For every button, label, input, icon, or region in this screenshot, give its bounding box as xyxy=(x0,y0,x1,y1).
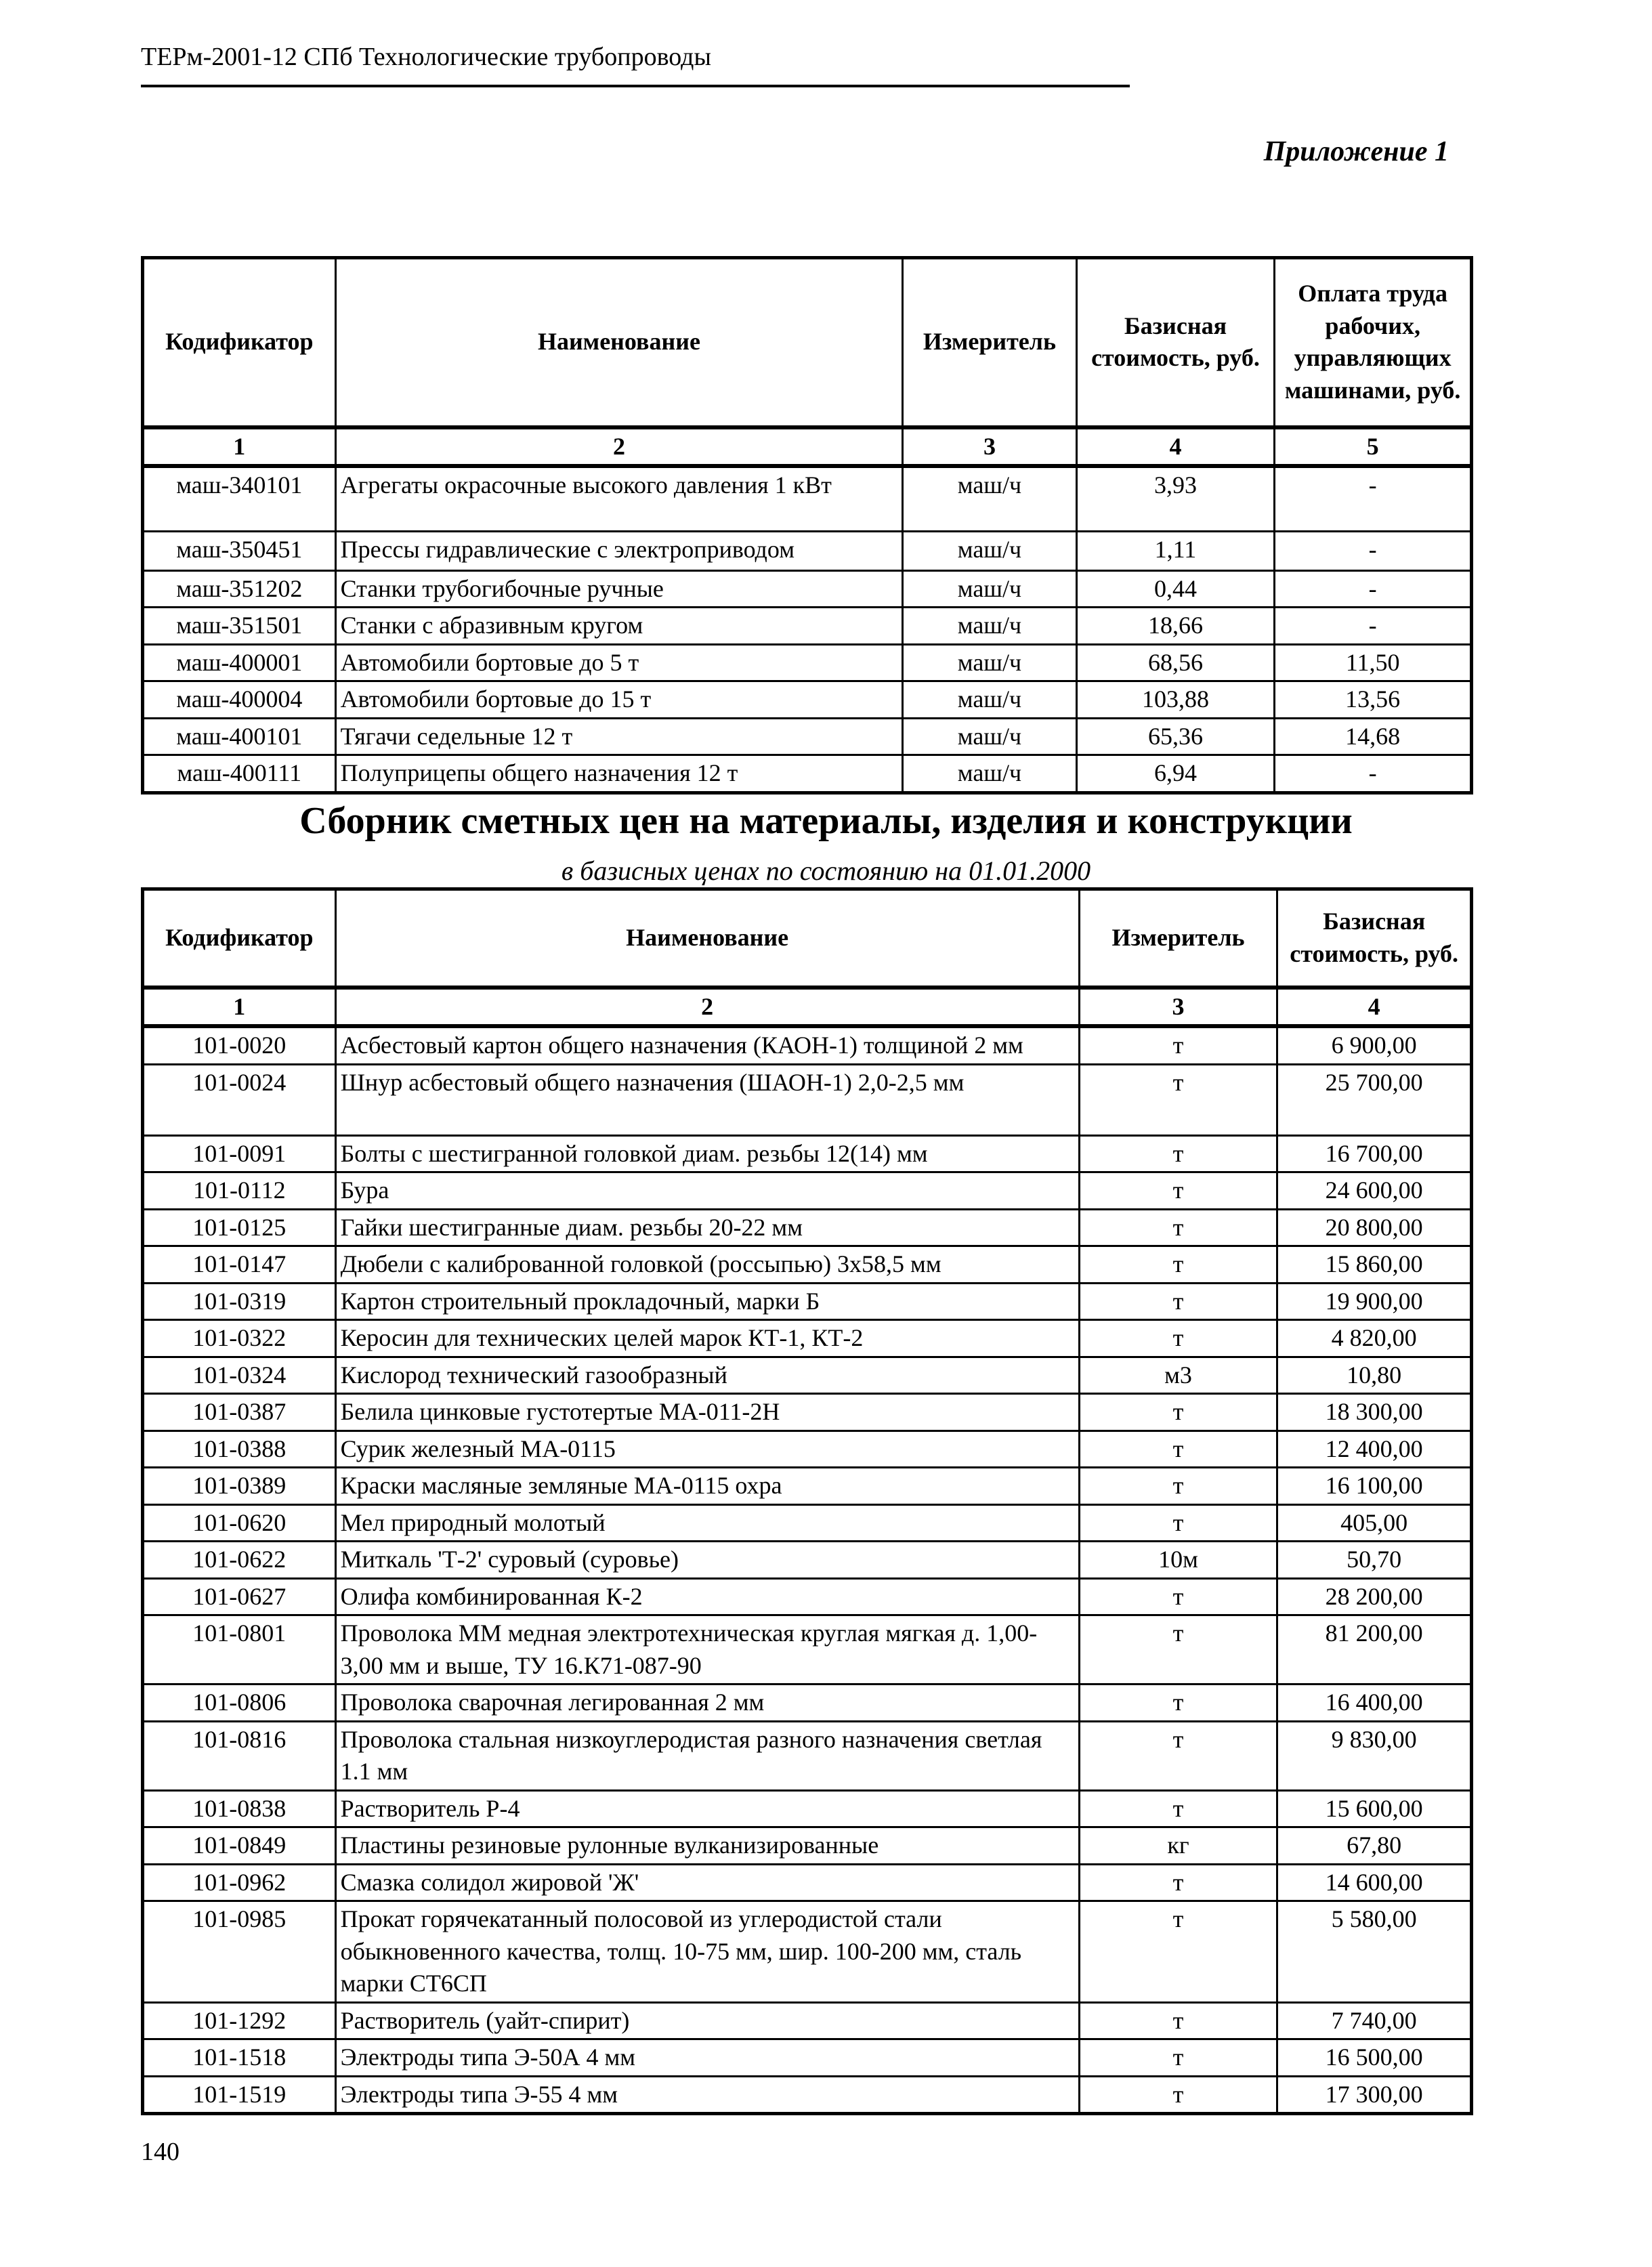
cell-unit: т xyxy=(1079,1209,1277,1246)
header-cost: Базисная стоимость, руб. xyxy=(1277,889,1472,988)
cell-name: Бура xyxy=(335,1172,1079,1210)
cell-code: 101-0091 xyxy=(143,1135,336,1172)
cell-cost: 16 700,00 xyxy=(1277,1135,1472,1172)
cell-code: 101-0125 xyxy=(143,1209,336,1246)
cell-code: 101-0838 xyxy=(143,1790,336,1827)
cell-code: маш-400111 xyxy=(143,755,336,793)
cell-name: Олифа комбинированная К-2 xyxy=(335,1578,1079,1615)
section-subtitle: в базисных ценах по состоянию на 01.01.2000 xyxy=(561,855,1091,886)
materials-table xyxy=(141,887,1473,2115)
cell-name: Автомобили бортовые до 15 т xyxy=(335,681,903,719)
table-row xyxy=(143,1172,1472,1210)
cell-code: 101-0985 xyxy=(143,1901,336,2003)
cell-name: Болты с шестигранной головкой диам. резьбы 12(14) мм xyxy=(335,1135,1079,1172)
table-row xyxy=(143,466,1472,531)
table-row xyxy=(143,1431,1472,1468)
cell-code: 101-0389 xyxy=(143,1468,336,1505)
cell-name: Пластины резиновые рулонные вулканизированные xyxy=(335,1827,1079,1865)
cell-cost: 103,88 xyxy=(1076,681,1275,719)
table-row xyxy=(143,1901,1472,2003)
header-cost: Базисная стоимость, руб. xyxy=(1076,258,1275,427)
cell-cost: 68,56 xyxy=(1076,644,1275,681)
cell-code: 101-1518 xyxy=(143,2039,336,2077)
cell-name: Проволока ММ медная электротехническая круглая мягкая д. 1,00-3,00 мм и выше, ТУ 16.К71-087-90 xyxy=(335,1615,1079,1685)
table-row xyxy=(143,644,1472,681)
table-row xyxy=(143,2076,1472,2114)
cell-code: 101-0801 xyxy=(143,1615,336,1685)
cell-name: Электроды типа Э-50А 4 мм xyxy=(335,2039,1079,2077)
cell-name: Картон строительный прокладочный, марки Б xyxy=(335,1283,1079,1320)
header-code: Кодификатор xyxy=(143,258,336,427)
cell-name: Белила цинковые густотертые МА-011-2Н xyxy=(335,1394,1079,1431)
running-header: ТЕРм-2001-12 СПб Технологические трубопроводы xyxy=(141,43,712,71)
table-row xyxy=(143,2039,1472,2077)
cell-code: 101-0319 xyxy=(143,1283,336,1320)
cell-cost: 1,11 xyxy=(1076,531,1275,570)
cell-cost: 67,80 xyxy=(1277,1827,1472,1865)
cell-labor: - xyxy=(1275,466,1472,531)
cell-unit: т xyxy=(1079,1283,1277,1320)
cell-unit: т xyxy=(1079,1468,1277,1505)
column-number: 1 xyxy=(143,427,336,467)
cell-labor: - xyxy=(1275,755,1472,793)
section-title: Сборник сметных цен на материалы, изделия и конструкции xyxy=(299,800,1353,842)
cell-code: маш-400001 xyxy=(143,644,336,681)
cell-code: маш-400004 xyxy=(143,681,336,719)
cell-cost: 405,00 xyxy=(1277,1504,1472,1542)
cell-unit: т xyxy=(1079,1504,1277,1542)
cell-cost: 7 740,00 xyxy=(1277,2002,1472,2039)
header-name: Наименование xyxy=(335,889,1079,988)
table-row xyxy=(143,1542,1472,1579)
cell-cost: 50,70 xyxy=(1277,1542,1472,1579)
column-number: 5 xyxy=(1275,427,1472,467)
cell-cost: 6,94 xyxy=(1076,755,1275,793)
cell-cost: 65,36 xyxy=(1076,718,1275,755)
cell-code: 101-0806 xyxy=(143,1685,336,1722)
cell-unit: м3 xyxy=(1079,1357,1277,1394)
cell-unit: т xyxy=(1079,1064,1277,1135)
cell-code: маш-350451 xyxy=(143,531,336,570)
cell-name: Прессы гидравлические с электроприводом xyxy=(335,531,903,570)
cell-unit: т xyxy=(1079,1246,1277,1284)
cell-cost: 14 600,00 xyxy=(1277,1864,1472,1901)
cell-unit: т xyxy=(1079,2039,1277,2077)
cell-unit: 10м xyxy=(1079,1542,1277,1579)
cell-cost: 17 300,00 xyxy=(1277,2076,1472,2114)
cell-unit: т xyxy=(1079,1721,1277,1790)
table-row xyxy=(143,1615,1472,1685)
cell-name: Краски масляные земляные МА-0115 охра xyxy=(335,1468,1079,1505)
cell-cost: 9 830,00 xyxy=(1277,1721,1472,1790)
table-row xyxy=(143,1468,1472,1505)
cell-unit: т xyxy=(1079,1578,1277,1615)
table-row xyxy=(143,1685,1472,1722)
column-number: 4 xyxy=(1076,427,1275,467)
cell-cost: 18,66 xyxy=(1076,608,1275,645)
header-code: Кодификатор xyxy=(143,889,336,988)
cell-cost: 12 400,00 xyxy=(1277,1431,1472,1468)
cell-cost: 15 600,00 xyxy=(1277,1790,1472,1827)
cell-name: Полуприцепы общего назначения 12 т xyxy=(335,755,903,793)
cell-code: 101-0024 xyxy=(143,1064,336,1135)
cell-name: Электроды типа Э-55 4 мм xyxy=(335,2076,1079,2114)
cell-name: Станки трубогибочные ручные xyxy=(335,570,903,608)
cell-unit: т xyxy=(1079,1685,1277,1722)
cell-code: 101-0112 xyxy=(143,1172,336,1210)
cell-labor: 13,56 xyxy=(1275,681,1472,719)
cell-unit: т xyxy=(1079,1026,1277,1064)
cell-unit: т xyxy=(1079,1901,1277,2003)
header-rule xyxy=(141,85,1130,87)
cell-cost: 19 900,00 xyxy=(1277,1283,1472,1320)
cell-cost: 6 900,00 xyxy=(1277,1026,1472,1064)
table-row xyxy=(143,1504,1472,1542)
table-row xyxy=(143,1578,1472,1615)
table-row xyxy=(143,1283,1472,1320)
cell-name: Мел природный молотый xyxy=(335,1504,1079,1542)
table-row xyxy=(143,608,1472,645)
cell-name: Асбестовый картон общего назначения (КАОН-1) толщиной 2 мм xyxy=(335,1026,1079,1064)
cell-code: маш-340101 xyxy=(143,466,336,531)
header-labor: Оплата труда рабочих, управляющих машинами, руб. xyxy=(1275,258,1472,427)
cell-unit: кг xyxy=(1079,1827,1277,1865)
cell-code: 101-0147 xyxy=(143,1246,336,1284)
cell-unit: маш/ч xyxy=(903,644,1076,681)
cell-name: Агрегаты окрасочные высокого давления 1 кВт xyxy=(335,466,903,531)
header-name: Наименование xyxy=(335,258,903,427)
cell-code: 101-0388 xyxy=(143,1431,336,1468)
cell-code: маш-400101 xyxy=(143,718,336,755)
cell-cost: 5 580,00 xyxy=(1277,1901,1472,2003)
table-row xyxy=(143,1209,1472,1246)
cell-unit: т xyxy=(1079,1790,1277,1827)
cell-cost: 16 500,00 xyxy=(1277,2039,1472,2077)
cell-name: Керосин для технических целей марок КТ-1, КТ-2 xyxy=(335,1320,1079,1357)
table-row xyxy=(143,1721,1472,1790)
cell-cost: 81 200,00 xyxy=(1277,1615,1472,1685)
cell-code: 101-0962 xyxy=(143,1864,336,1901)
cell-name: Миткаль 'Т-2' суровый (суровье) xyxy=(335,1542,1079,1579)
table-row xyxy=(143,755,1472,793)
cell-labor: - xyxy=(1275,608,1472,645)
cell-code: 101-0387 xyxy=(143,1394,336,1431)
column-number: 2 xyxy=(335,427,903,467)
cell-unit: маш/ч xyxy=(903,570,1076,608)
cell-code: 101-1519 xyxy=(143,2076,336,2114)
cell-unit: т xyxy=(1079,1135,1277,1172)
cell-code: 101-0849 xyxy=(143,1827,336,1865)
cell-name: Гайки шестигранные диам. резьбы 20-22 мм xyxy=(335,1209,1079,1246)
table-row xyxy=(143,1064,1472,1135)
cell-unit: т xyxy=(1079,1172,1277,1210)
cell-code: маш-351202 xyxy=(143,570,336,608)
cell-code: 101-0020 xyxy=(143,1026,336,1064)
cell-cost: 20 800,00 xyxy=(1277,1209,1472,1246)
cell-labor: 11,50 xyxy=(1275,644,1472,681)
column-number: 1 xyxy=(143,988,336,1027)
cell-cost: 15 860,00 xyxy=(1277,1246,1472,1284)
cell-name: Дюбели с калиброванной головкой (россыпью) 3х58,5 мм xyxy=(335,1246,1079,1284)
cell-name: Прокат горячекатанный полосовой из углеродистой стали обыкновенного качества, толщ. 10-75 мм, шир. 100-200 мм, сталь марки СТ6СП xyxy=(335,1901,1079,2003)
table-row xyxy=(143,1320,1472,1357)
cell-labor: - xyxy=(1275,531,1472,570)
cell-unit: маш/ч xyxy=(903,718,1076,755)
cell-cost: 18 300,00 xyxy=(1277,1394,1472,1431)
cell-cost: 16 400,00 xyxy=(1277,1685,1472,1722)
cell-unit: маш/ч xyxy=(903,755,1076,793)
cell-cost: 0,44 xyxy=(1076,570,1275,608)
cell-cost: 10,80 xyxy=(1277,1357,1472,1394)
column-number: 3 xyxy=(903,427,1076,467)
cell-unit: т xyxy=(1079,1431,1277,1468)
cell-code: маш-351501 xyxy=(143,608,336,645)
cell-cost: 3,93 xyxy=(1076,466,1275,531)
cell-name: Растворитель (уайт-спирит) xyxy=(335,2002,1079,2039)
cell-code: 101-1292 xyxy=(143,2002,336,2039)
cell-name: Растворитель Р-4 xyxy=(335,1790,1079,1827)
cell-cost: 25 700,00 xyxy=(1277,1064,1472,1135)
cell-unit: т xyxy=(1079,1394,1277,1431)
page-number: 140 xyxy=(141,2138,179,2166)
cell-name: Смазка солидол жировой 'Ж' xyxy=(335,1864,1079,1901)
cell-unit: маш/ч xyxy=(903,531,1076,570)
column-number: 3 xyxy=(1079,988,1277,1027)
cell-unit: т xyxy=(1079,2076,1277,2114)
cell-name: Кислород технический газообразный xyxy=(335,1357,1079,1394)
table-row xyxy=(143,1026,1472,1064)
table-row xyxy=(143,681,1472,719)
table-row xyxy=(143,2002,1472,2039)
cell-unit: т xyxy=(1079,1320,1277,1357)
cell-code: 101-0622 xyxy=(143,1542,336,1579)
table-row xyxy=(143,1394,1472,1431)
cell-unit: маш/ч xyxy=(903,681,1076,719)
cell-name: Проволока стальная низкоуглеродистая разного назначения светлая 1.1 мм xyxy=(335,1721,1079,1790)
header-unit: Измеритель xyxy=(1079,889,1277,988)
table-row xyxy=(143,531,1472,570)
cell-cost: 4 820,00 xyxy=(1277,1320,1472,1357)
table-row xyxy=(143,1827,1472,1865)
cell-cost: 28 200,00 xyxy=(1277,1578,1472,1615)
cell-name: Проволока сварочная легированная 2 мм xyxy=(335,1685,1079,1722)
cell-code: 101-0324 xyxy=(143,1357,336,1394)
column-number: 2 xyxy=(335,988,1079,1027)
cell-cost: 16 100,00 xyxy=(1277,1468,1472,1505)
cell-name: Тягачи седельные 12 т xyxy=(335,718,903,755)
cell-name: Станки с абразивным кругом xyxy=(335,608,903,645)
cell-code: 101-0620 xyxy=(143,1504,336,1542)
table-row xyxy=(143,1357,1472,1394)
cell-name: Сурик железный МА-0115 xyxy=(335,1431,1079,1468)
cell-unit: т xyxy=(1079,1615,1277,1685)
table-row xyxy=(143,718,1472,755)
cell-cost: 24 600,00 xyxy=(1277,1172,1472,1210)
cell-code: 101-0816 xyxy=(143,1721,336,1790)
cell-unit: т xyxy=(1079,2002,1277,2039)
header-unit: Измеритель xyxy=(903,258,1076,427)
table-row xyxy=(143,570,1472,608)
cell-code: 101-0322 xyxy=(143,1320,336,1357)
cell-code: 101-0627 xyxy=(143,1578,336,1615)
cell-name: Автомобили бортовые до 5 т xyxy=(335,644,903,681)
cell-unit: маш/ч xyxy=(903,608,1076,645)
cell-unit: маш/ч xyxy=(903,466,1076,531)
machines-table xyxy=(141,256,1473,794)
table-row xyxy=(143,1246,1472,1284)
appendix-label: Приложение 1 xyxy=(1263,136,1449,167)
cell-unit: т xyxy=(1079,1864,1277,1901)
cell-labor: - xyxy=(1275,570,1472,608)
table-row xyxy=(143,1864,1472,1901)
column-number: 4 xyxy=(1277,988,1472,1027)
cell-labor: 14,68 xyxy=(1275,718,1472,755)
table-row xyxy=(143,1135,1472,1172)
cell-name: Шнур асбестовый общего назначения (ШАОН-1) 2,0-2,5 мм xyxy=(335,1064,1079,1135)
table-row xyxy=(143,1790,1472,1827)
